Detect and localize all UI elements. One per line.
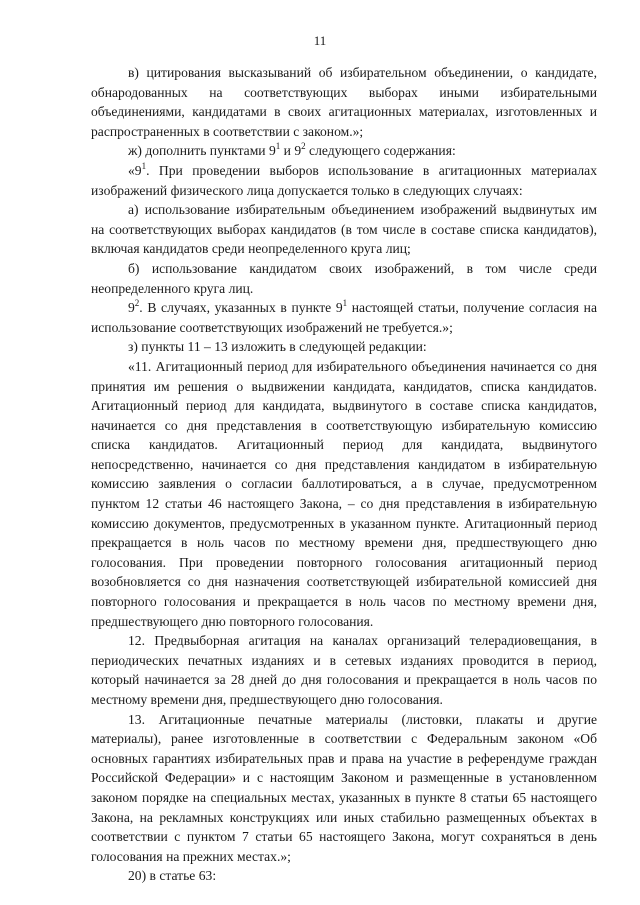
- paragraph: [91, 200, 597, 259]
- paragraph: [91, 357, 597, 631]
- text-run: . При проведении выборов использование в агитационных материалах изображений физического лица допускается только в следующих случаях:: [91, 162, 597, 198]
- paragraph: [91, 161, 597, 200]
- paragraph: [91, 259, 597, 298]
- superscript: 2: [134, 298, 140, 309]
- text-run: 12. Предвыборная агитация на каналах организаций телерадиовещания, в периодических печатных изданиях и в сетевых изданиях проводится в период, который начинается за 28 дней до дня голосования и прекращается в ноль часов по местному времени дня, предшествующего дню голосования.: [91, 633, 597, 707]
- document-body: [91, 63, 597, 886]
- text-run: «9: [128, 162, 142, 178]
- text-run: . В случаях, указанных в пункте 9: [139, 300, 343, 316]
- text-run: б) использование кандидатом своих изображений, в том числе среди неопределенного круга лиц.: [91, 260, 597, 296]
- superscript: 1: [275, 141, 281, 152]
- superscript: 1: [342, 298, 348, 309]
- text-run: 20) в статье 63:: [128, 868, 217, 884]
- paragraph: [91, 710, 597, 867]
- text-run: з) пункты 11 – 13 изложить в следующей редакции:: [128, 339, 427, 355]
- text-run: «11. Агитационный период для избирательного объединения начинается со дня принятия им решения о выдвижении кандидата, кандидатов, списка кандидатов. Агитационный период для кандидата, выдвинутого в составе списка кандидатов, начинается со дня представления в соответствующую избирательную комиссию списка кандидатов. Агитационный период для кандидата, выдвинутого непосредственно, начинается со дня представления кандидатом в избирательную комиссию заявления о согласии баллотироваться, а в случае, предусмотренном пунктом 12 статьи 46 настоящего Закона, – со дня представления в избирательную комиссию документов, предусмотренных в указанном пункте. Агитационный период прекращается в ноль часов по местному времени дня, предшествующего дню голосования. При проведении повторного голосования агитационный период возобновляется со дня назначения соответствующей избирательной комиссией дня повторного голосования и прекращается в ноль часов по местному времени дня, предшествующего дню повторного голосования.: [91, 358, 597, 629]
- paragraph: [91, 63, 597, 141]
- paragraph: [91, 866, 597, 886]
- page-number: 11: [313, 33, 327, 48]
- paragraph: [91, 337, 597, 357]
- paragraph: [91, 631, 597, 709]
- text-run: настоящей статьи, получение согласия на использование соответствующих изображений не требуется.»;: [91, 300, 597, 335]
- text-run: в) цитирования высказываний об избирательном объединении, о кандидате, обнародованных на соответствующих выборах иными избирательными объединениями, кандидатами в своих агитационных материалах, изготовленных и распространенных в соответствии с законом.»;: [91, 65, 597, 139]
- text-run: 13. Агитационные печатные материалы (листовки, плакаты и другие материалы), ранее изготовленные в соответствии с Федеральным законом «Об основных гарантиях избирательных прав и права на участие в референдуме граждан Российской Федерации» и с настоящим Законом и размещенные в установленном законом порядке на специальных местах, указанных в пункте 8 статьи 65 настоящего Закона, на рекламных конструкциях или иных стабильно размещенных объектах в соответствии с пунктом 7 статьи 65 настоящего Закона, могут сохраняться в день голосования на прежних местах.»;: [91, 711, 597, 864]
- superscript: 1: [141, 160, 147, 171]
- text-run: а) использование избирательным объединением изображений выдвинутых им на соответствующих выборах кандидатов (в том числе в составе списка кандидатов), включая кандидатов среди неопределенного круга лиц;: [91, 202, 597, 257]
- text-run: ж) дополнить пунктами 9: [128, 143, 276, 159]
- paragraph: [91, 141, 597, 161]
- paragraph: [91, 298, 597, 337]
- text-run: и 9: [280, 143, 302, 159]
- text-run: 9: [128, 300, 135, 316]
- text-run: следующего содержания:: [305, 143, 456, 159]
- superscript: 2: [301, 141, 306, 152]
